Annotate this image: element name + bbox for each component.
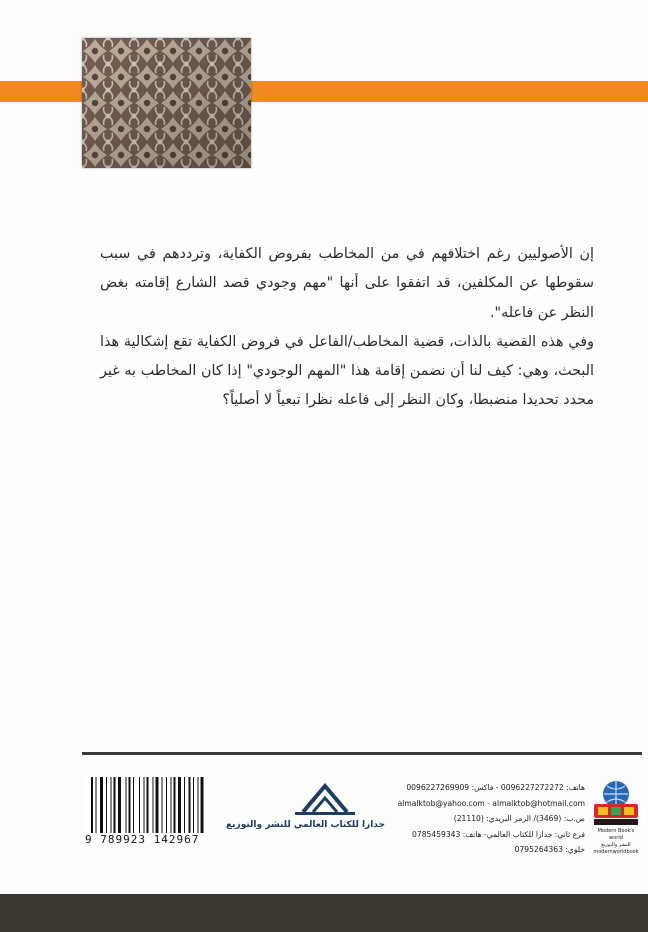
- barcode-bar: [198, 777, 199, 833]
- back-cover-text: [100, 240, 594, 416]
- jadara-publisher-logo: [226, 778, 385, 840]
- barcode-bar: [156, 777, 159, 833]
- barcode-bar: [96, 777, 97, 833]
- paragraph-2: وفي هذه القضية بالذات، قضية المخاطب/الفاعل في فروض الكفاية تقع إشكالية هذا البحث، وهي: كيف لنا أن نضمن إقامة هذا "المهم الوجودي" إذا كان المخاطب به غير محدد تحديدا منضبطا، وكان النظر إلى فاعله نظرا تبعياً لا أصلياً؟: [100, 333, 594, 409]
- barcode-bar: [106, 777, 107, 833]
- barcode-bar: [193, 777, 194, 833]
- branch-phone: فرع ثاني: جدارا للكتاب العالمي- هاتف: 0785459343: [412, 829, 585, 839]
- barcode-bar: [189, 777, 191, 833]
- barcode-bar: [133, 777, 134, 833]
- barcode-bar: [114, 777, 116, 833]
- modern-books-world-logo: [590, 776, 642, 855]
- email: almalktob@yahoo.com - almalktob@hotmail.com: [397, 798, 585, 808]
- barcode-bar: [174, 777, 176, 833]
- barcode-bar: [171, 777, 172, 833]
- phone-fax: هاتف: 0096227272272 - فاكس: 0096227269909: [406, 783, 585, 792]
- barcode-bar: [139, 777, 140, 833]
- barcode-bar: [166, 777, 167, 833]
- contact-info: [397, 780, 585, 858]
- logo-site: modernworldbook: [593, 849, 639, 855]
- arabesque-ornament-image: [82, 38, 251, 168]
- barcode-bar: [153, 777, 154, 833]
- isbn-digits: 9 789923 142967: [85, 833, 200, 846]
- barcode-bar: [100, 777, 103, 833]
- barcode-bar: [162, 777, 163, 833]
- barcode-bar: [111, 777, 112, 833]
- jadara-emblem-icon: [265, 778, 385, 820]
- barcode-bar: [129, 777, 131, 833]
- paragraph-1: إن الأصوليين رغم اختلافهم في من المخاطب بفروض الكفاية، وترددهم في سبب سقوطها عن المكلفين، قد اتفقوا على أنها "مهم وجودي قصد الشارع إقامته بغض النظر عن فاعله".: [100, 246, 594, 321]
- barcode-bar: [91, 777, 93, 833]
- po-box: ص.ب: (3469)/ الرمز البريدي: (21110): [453, 814, 585, 823]
- barcode-bar: [201, 777, 204, 833]
- horizontal-rule: [82, 752, 642, 755]
- isbn-barcode: [85, 770, 215, 842]
- logo-english: Modern Book's world: [597, 828, 635, 841]
- barcode-bar: [147, 777, 149, 833]
- logo-tagline: للنشر والتوزيع: [601, 842, 631, 848]
- barcode-bar: [184, 777, 185, 833]
- barcode-bar: [126, 777, 127, 833]
- mobile: خلوي: 0795264363: [514, 845, 585, 854]
- globe-books-icon: [590, 776, 642, 828]
- barcode-bar: [144, 777, 145, 833]
- barcode-bar: [118, 777, 121, 833]
- publisher-name: جدارا للكتاب العالمي للنشر والتوزيع: [226, 820, 385, 830]
- barcode-bar: [178, 777, 181, 833]
- bottom-band: [0, 894, 648, 932]
